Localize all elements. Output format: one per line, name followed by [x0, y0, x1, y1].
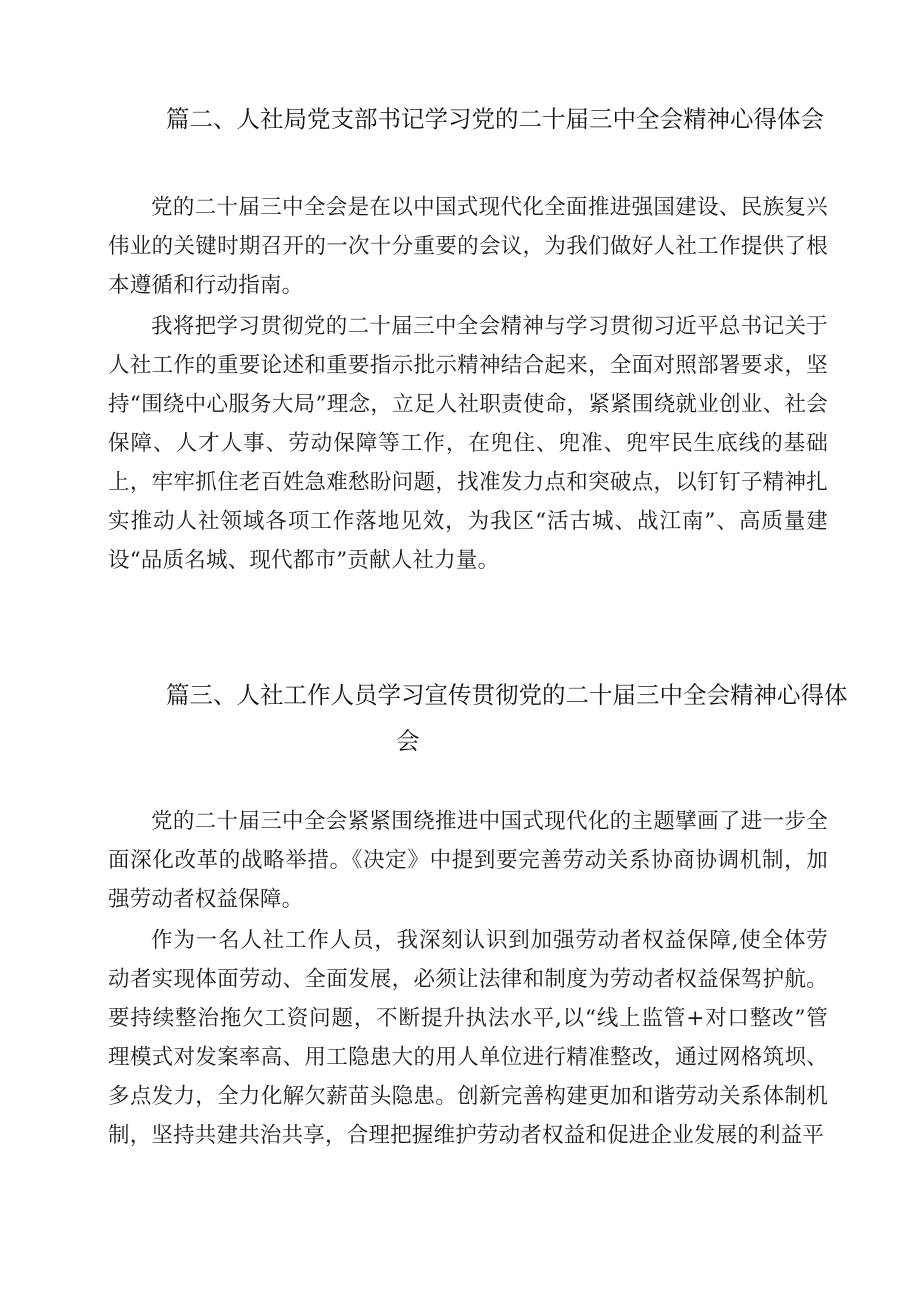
section3-paragraph-1: 党的二十届三中全会紧紧围绕推进中国式现代化的主题擘画了进一步全面深化改革的战略举措。《决定》中提到要完善劳动关系协商协调机制，加强劳动者权益保障。	[108, 809, 828, 912]
section3-title-line-1: 篇三、人社工作人员学习宣传贯彻党的二十届三中全会精神心得体	[166, 681, 848, 709]
section3-title	[166, 672, 856, 764]
section2-paragraph-2: 我将把学习贯彻党的二十届三中全会精神与学习贯彻习近平总书记关于人社工作的重要论述和重要指示批示精神结合起来，全面对照部署要求，坚持“围绕中心服务大局”理念，立足人社职责使命，紧紧围绕就业创业、社会保障、人才人事、劳动保障等工作，在兜住、兜准、兜牢民生底线的基础上，牢牢抓住老百姓急难愁盼问题，找准发力点和突破点，以钉钉子精神扎实推动人社领域各项工作落地见效，为我区“活古城、战江南”、高质量建设“品质名城、现代都市”贡献人社力量。	[108, 314, 828, 573]
section3-paragraph-2: 作为一名人社工作人员，我深刻认识到加强劳动者权益保障,使全体劳动者实现体面劳动、全面发展，必须让法律和制度为劳动者权益保驾护航。要持续整治拖欠工资问题，不断提升执法水平,以“线上监管+对口整改”管理模式对发案率高、用工隐患大的用人单位进行精准整改，通过网格筑坝、多点发力，全力化解欠薪苗头隐患。创新完善构建更加和谐劳动关系体制机制，坚持共建共治共享，合理把握维护劳动者权益和促进企业发展的利益平	[108, 928, 828, 1148]
section3-title-line-2: 会	[396, 727, 420, 755]
section2-title: 篇二、人社局党支部书记学习党的二十届三中全会精神心得体会	[166, 105, 824, 133]
section2-paragraph-1: 党的二十届三中全会是在以中国式现代化全面推进强国建设、民族复兴伟业的关键时期召开的一次十分重要的会议，为我们做好人社工作提供了根本遵循和行动指南。	[108, 195, 828, 298]
